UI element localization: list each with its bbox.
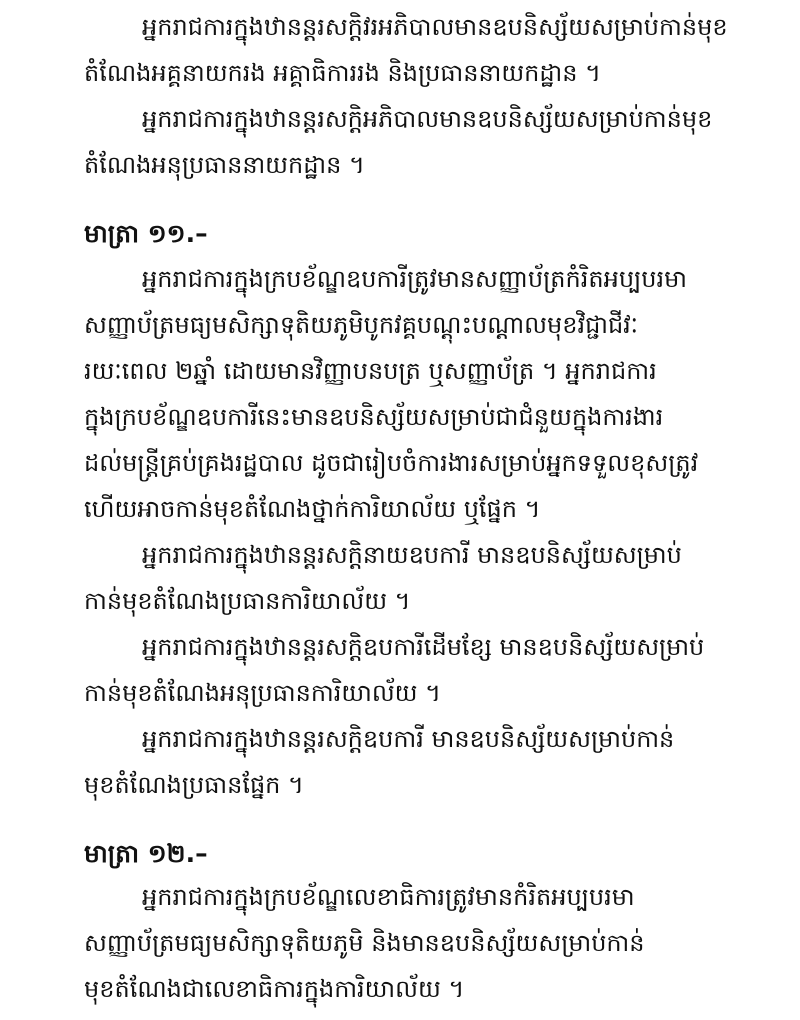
text-line: អ្នករាជការក្នុងឋានន្តរសក្តិឧបការី មានឧបនិស្ស័យសម្រាប់កាន់	[142, 725, 675, 753]
text-line: អ្នករាជការក្នុងឋានន្តរសក្តិឧបការីដើមខ្សែ មានឧបនិស្ស័យសម្រាប់	[142, 633, 705, 661]
article-heading: មាត្រា ១១.–	[84, 219, 208, 248]
paragraph	[84, 532, 774, 624]
text-line: តំណែងអគ្គនាយករង អគ្គាធិការរង និងប្រធាននាយកដ្ឋាន ។	[84, 59, 601, 87]
paragraph	[84, 96, 774, 188]
article-11-heading	[84, 214, 774, 254]
paragraph	[84, 874, 774, 1012]
text-line: សញ្ញាប័ត្រមធ្យមសិក្សាទុតិយភូមិ និងមានឧបនិស្ស័យសម្រាប់កាន់	[84, 929, 645, 957]
article-heading: មាត្រា ១២.–	[84, 839, 208, 868]
text-line: កាន់មុខតំណែងប្រធានការិយាល័យ ។	[84, 587, 411, 615]
text-line: កាន់មុខតំណែងអនុប្រធានការិយាល័យ ។	[84, 679, 441, 707]
text-line: អ្នករាជការក្នុងឋានន្តរសក្តិអភិបាលមានឧបនិស្ស័យសម្រាប់កាន់មុខ	[142, 105, 713, 133]
paragraph	[84, 4, 774, 96]
text-line: ក្នុងក្របខ័ណ្ឌឧបការីនេះមានឧបនិស្ស័យសម្រាប់ជាជំនួយក្នុងការងារ	[84, 403, 664, 431]
text-line: ហើយអាចកាន់មុខតំណែងថ្នាក់ការិយាល័យ ឬផ្នែក ។	[84, 495, 541, 523]
text-line: អ្នករាជការក្នុងឋានន្តរសក្តិនាយឧបការី មានឧបនិស្ស័យសម្រាប់	[142, 541, 682, 569]
text-line: រយៈពេល ២ឆ្នាំ ដោយមានវិញ្ញាបនបត្រ ឬសញ្ញាប័ត្រ ។ អ្នករាជការ	[84, 357, 657, 385]
article-12-heading	[84, 834, 774, 874]
text-line: អ្នករាជការក្នុងក្របខ័ណ្ឌឧបការីត្រូវមានសញ្ញាប័ត្រកំរិតអប្បបរមា	[142, 265, 687, 293]
text-line: តំណែងអនុប្រធាននាយកដ្ឋាន ។	[84, 151, 365, 179]
paragraph	[84, 624, 774, 716]
text-line: មុខតំណែងជាលេខាធិការក្នុងការិយាល័យ ។	[84, 975, 465, 1003]
text-line: សញ្ញាប័ត្រមធ្យមសិក្សាទុតិយភូមិបូកវគ្គបណ្តុះបណ្តាលមុខវិជ្ជាជីវៈ	[84, 311, 639, 339]
text-line: ដល់មន្ត្រីគ្រប់គ្រងរដ្ឋបាល ដូចជារៀបចំការងារសម្រាប់អ្នកទទួលខុសត្រូវ	[84, 449, 699, 477]
text-line: អ្នករាជការក្នុងឋានន្តរសក្តិវរអភិបាលមានឧបនិស្ស័យសម្រាប់កាន់មុខ	[142, 13, 728, 41]
paragraph	[84, 256, 774, 532]
text-line: អ្នករាជការក្នុងក្របខ័ណ្ឌលេខាធិការត្រូវមានកំរិតអប្បបរមា	[142, 883, 635, 911]
paragraph	[84, 716, 774, 808]
text-line: មុខតំណែងប្រធានផ្នែក ។	[84, 771, 304, 799]
